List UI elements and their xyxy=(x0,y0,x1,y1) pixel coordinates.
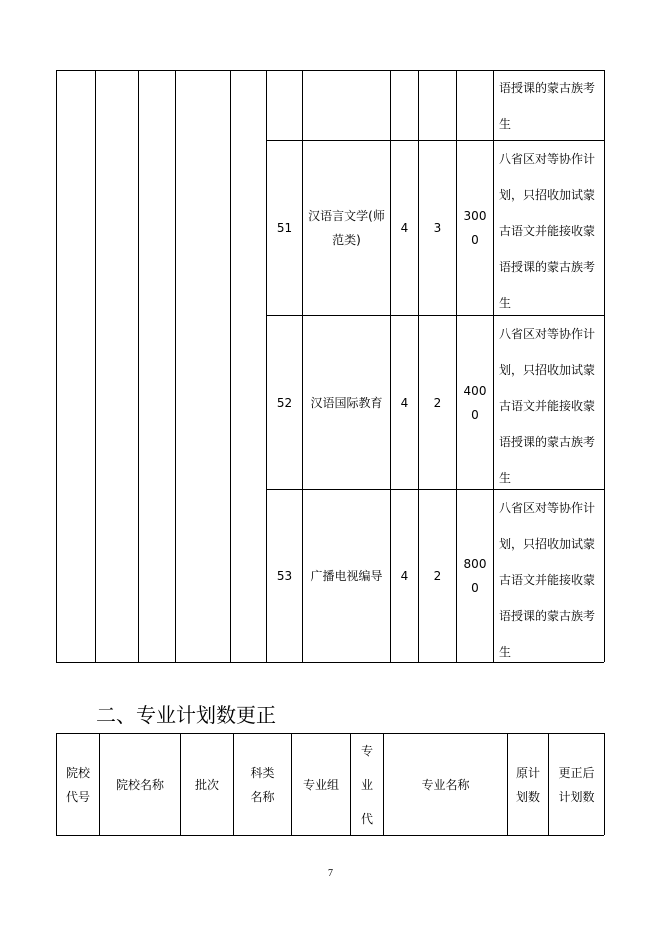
header-line: 代号 xyxy=(65,789,90,804)
header-line: 名称 xyxy=(250,789,275,804)
header-major-code xyxy=(351,734,383,835)
header-line: 原计 xyxy=(515,765,540,780)
header-major-name xyxy=(384,734,507,835)
major-name-line: 广播电视编导 xyxy=(310,569,383,583)
header-corrected-plan xyxy=(549,734,604,835)
note-cell xyxy=(499,70,603,142)
note-line: 古语文并能接收蒙 xyxy=(499,573,596,587)
header-line: 计划数 xyxy=(558,789,595,804)
section-heading: 二、专业计划数更正 xyxy=(96,703,276,727)
header-line: 院校 xyxy=(65,765,90,780)
major-name-line: 汉语言文学(师 xyxy=(308,209,385,223)
header-line: 专业名称 xyxy=(421,777,470,792)
years-cell: 4 xyxy=(400,569,409,583)
header-category xyxy=(234,734,291,835)
header-line: 科类 xyxy=(250,765,275,780)
note-cell xyxy=(499,141,603,321)
header-major-group xyxy=(292,734,350,835)
header-line: 更正后 xyxy=(558,765,595,780)
note-cell xyxy=(499,490,603,670)
fee-cell xyxy=(457,141,493,315)
note-line: 古语文并能接收蒙 xyxy=(499,224,596,238)
major-name-line: 范类) xyxy=(332,233,361,247)
header-line: 专业组 xyxy=(302,777,339,792)
years-cell: 4 xyxy=(400,221,409,235)
header-school-code xyxy=(57,734,99,835)
page-number: 7 xyxy=(328,868,333,879)
header-original-plan xyxy=(508,734,548,835)
header-batch xyxy=(181,734,233,835)
count-cell: 2 xyxy=(433,569,442,583)
note-line: 语授课的蒙古族考 xyxy=(499,260,596,274)
note-line: 划，只招收加试蒙 xyxy=(499,537,596,551)
major-name-cell xyxy=(303,490,390,662)
note-line: 生 xyxy=(499,296,512,310)
major-code-cell: 53 xyxy=(276,569,293,583)
header-line: 专 xyxy=(360,743,373,758)
count-cell: 2 xyxy=(433,395,442,410)
fee-cell xyxy=(457,490,493,662)
note-cell xyxy=(499,316,603,496)
header-school-name xyxy=(100,734,180,835)
fee-line: 0 xyxy=(471,407,479,422)
years-cell: 4 xyxy=(400,395,409,410)
header-line: 代 xyxy=(360,811,373,826)
fee-line: 0 xyxy=(471,581,479,595)
major-code-cell: 51 xyxy=(276,221,293,235)
major-name-cell xyxy=(303,316,390,489)
note-line: 生 xyxy=(499,471,512,485)
note-line: 语授课的蒙古族考 xyxy=(499,81,596,95)
fee-line: 300 xyxy=(463,209,487,223)
note-line: 生 xyxy=(499,645,512,659)
header-line: 业 xyxy=(360,777,373,792)
note-line: 语授课的蒙古族考 xyxy=(499,609,596,623)
major-name-cell xyxy=(303,141,390,315)
note-line: 八省区对等协作计 xyxy=(499,327,596,341)
header-line: 划数 xyxy=(515,789,540,804)
note-line: 八省区对等协作计 xyxy=(499,501,596,515)
fee-line: 800 xyxy=(463,557,487,571)
fee-cell xyxy=(457,316,493,489)
note-line: 八省区对等协作计 xyxy=(499,152,596,166)
header-line: 院校名称 xyxy=(115,777,164,792)
header-line: 批次 xyxy=(194,777,219,792)
major-code-cell: 52 xyxy=(276,395,293,410)
note-line: 划，只招收加试蒙 xyxy=(499,188,596,202)
note-line: 语授课的蒙古族考 xyxy=(499,435,596,449)
fee-line: 400 xyxy=(463,383,487,398)
fee-line: 0 xyxy=(471,233,479,247)
note-line: 古语文并能接收蒙 xyxy=(499,399,596,413)
note-line: 划，只招收加试蒙 xyxy=(499,363,596,377)
major-name-line: 汉语国际教育 xyxy=(310,395,383,410)
count-cell: 3 xyxy=(433,221,442,235)
note-line: 生 xyxy=(499,117,512,131)
